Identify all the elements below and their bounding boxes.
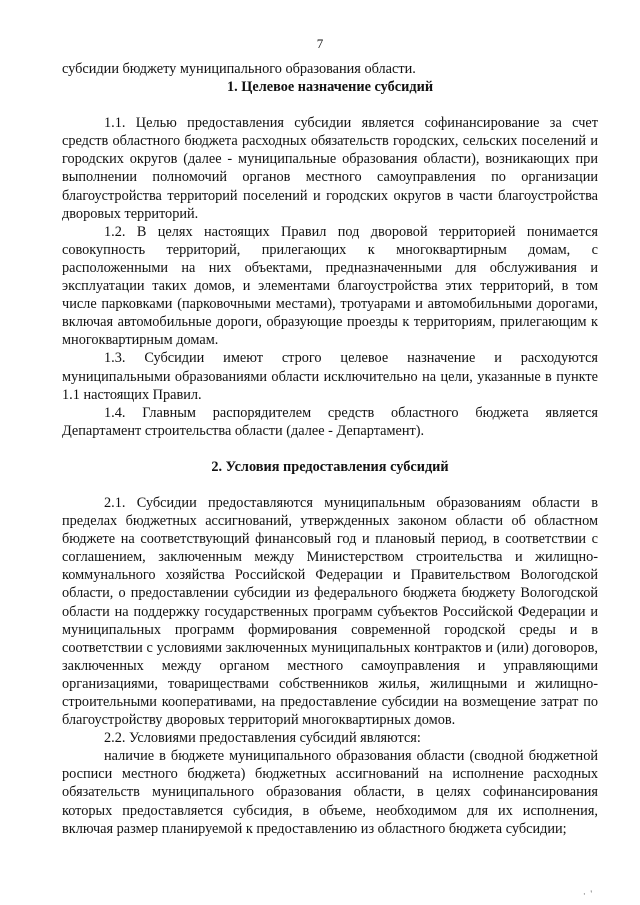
document-body [62,60,598,838]
paragraph-2-2-item: наличие в бюджете муниципального образования области (сводной бюджетной росписи местного бюджета) бюджетных ассигнований на исполнение расходных обязательств муниципального образования области, в целях софинансирования которых предоставляется субсидия, в объеме, необходимом для их исполнения, включая размер планируемой к предоставлению из областного бюджета субсидии; [62,748,598,837]
paragraph-1-1: 1.1. Целью предоставления субсидии является софинансирование за счет средств областного бюджета расходных обязательств городских, сельских поселений и городских округов (далее - муниципальные образования области), возникающих при выполнении полномочий органов местного самоуправления по организации благоустройства территорий поселений и городских округов в части благоустройства дворовых территорий. [62,115,598,222]
paragraph-1-4: 1.4. Главным распорядителем средств областного бюджета является Департамент строительства области (далее - Департамент). [62,404,598,439]
paragraph-2-2: 2.2. Условиями предоставления субсидий являются: [104,730,421,747]
scan-artifact: · ' [582,889,592,899]
section-1-heading: 1. Целевое назначение субсидий [226,79,434,96]
paragraph-1-3: 1.3. Субсидии имеют строго целевое назначение и расходуются муниципальными образованиями области исключительно на цели, указанные в пункте 1.1 настоящих Правил. [62,350,598,403]
section-2-heading: 2. Условия предоставления субсидий [211,458,449,475]
page-number: 7 [316,36,324,51]
paragraph-1-2: 1.2. В целях настоящих Правил под дворовой территорией понимается совокупность территорий, прилегающих к многоквартирным домам, с расположенными на них объектами, предназначенными для обслуживания и эксплуатации таких домов, и элементами благоустройства этих территорий, в том числе парковками (парковочными местами), тротуарами и автомобильными дорогами, включая автомобильные дороги, образующие проезды к территориям, прилегающим к многоквартирным домам. [62,223,598,349]
continuation-line: субсидии бюджету муниципального образования области. [62,61,416,77]
paragraph-2-1: 2.1. Субсидии предоставляются муниципальным образованиям области в пределах бюджетных ассигнований, утвержденных законом области об областном бюджете на соответствующий финансовый год и плановый период, в соответствии с соглашением, заключенным между Министерством строительства и жилищно-коммунального хозяйства Российской Федерации и Правительством Вологодской области, о предоставлении субсидии из федерального бюджета бюджету Вологодской области на поддержку государственных программ субъектов Российской Федерации и муниципальных программ формирования современной городской среды и в соответствии с условиями заключенных муниципальных контрактов и (или) договоров, заключенных между органом местного самоуправления и управляющими организациями, товариществами собственников жилья, жилищными и жилищно-строительными кооперативами, на предоставление субсидии на возмещение затрат по благоустройству дворовых территорий многоквартирных домов. [62,494,598,729]
